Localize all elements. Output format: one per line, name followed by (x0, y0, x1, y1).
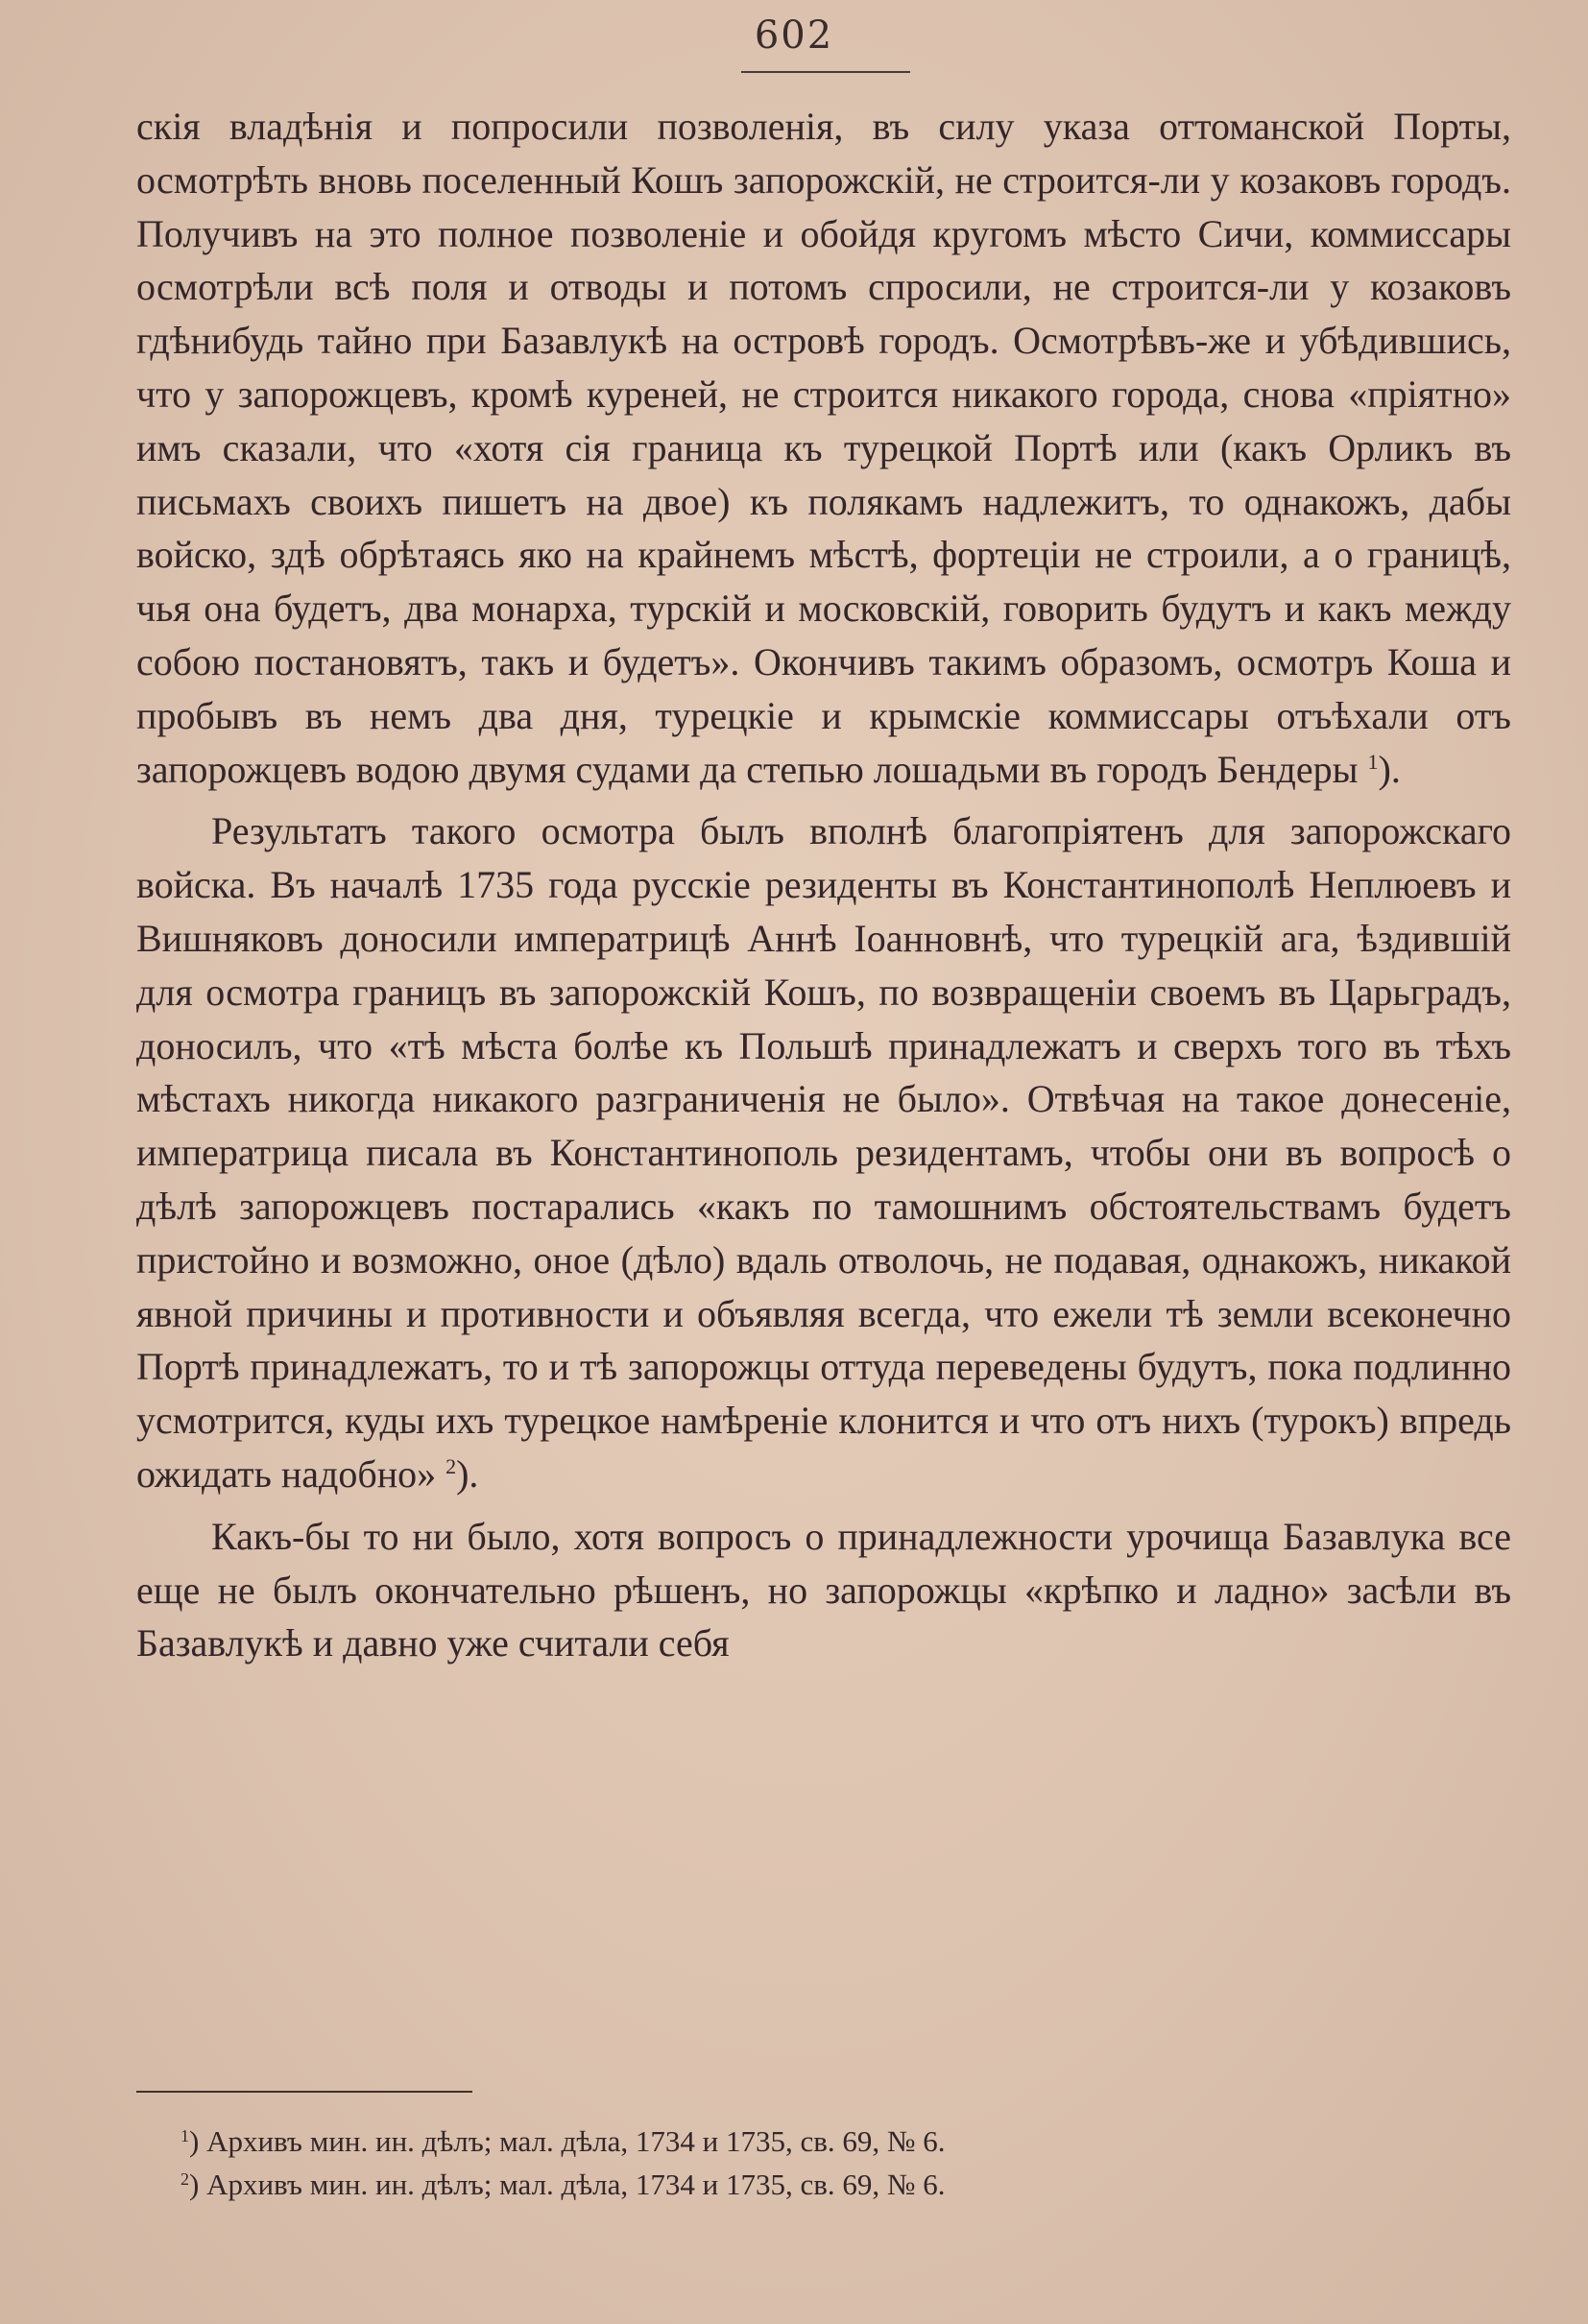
footnote-1-marker: 1 (180, 2126, 189, 2145)
paragraph-3-text: Какъ-бы то ни было, хотя вопросъ о принадлежности урочища Базавлука все еще не былъ окончательно рѣшенъ, но запорожцы «крѣпко и ладно» засѣли въ Базавлукѣ и давно уже считали себя (136, 1514, 1511, 1665)
page-number: 602 (754, 13, 834, 58)
footnote-ref-1: 1 (1367, 749, 1379, 774)
paragraph-2-text: Результатъ такого осмотра былъ вполнѣ благопріятенъ для запорожскаго войска. Въ началѣ 1735 года русскіе резиденты въ Константинополѣ Неплюевъ и Вишняковъ доносили императрицѣ Аннѣ Іоанновнѣ, что турецкій ага, ѣздившій для осмотра границъ въ запорожскій Кошъ, по возвращеніи своемъ въ Царьградъ, доносилъ, что «тѣ мѣста болѣе къ Польшѣ принадлежатъ и сверхъ того въ тѣхъ мѣстахъ никогда никакого разграниченія не было». Отвѣчая на такое донесеніе, императрица писала въ Константинополь резидентамъ, чтобы они въ вопросѣ о дѣлѣ запорожцевъ постарались «какъ по тамошнимъ обстоятельствамъ будетъ пристойно и возможно, оное (дѣло) вдаль отволочь, не подавая, однакожъ, никакой явной причины и противности и объявляя всегда, что ежели тѣ земли всеконечно Портѣ принадлежатъ, то и тѣ запорожцы оттуда переведены будутъ, пока подлинно усмотрится, куды ихъ турецкое намѣреніе клонится и что отъ нихъ (турокъ) впредь ожидать надобно» (136, 809, 1511, 1496)
paragraph-2-tail: ). (456, 1451, 479, 1496)
paragraph-2 (136, 804, 1511, 1500)
footnote-1 (180, 2120, 1429, 2163)
page-number-rule (741, 71, 910, 73)
paragraph-1-text: скія владѣнія и попросили позволенія, въ силу указа оттоманской Порты, осмотрѣть вновь поселенный Кошъ запорожскій, не строится-ли у козаковъ городъ. Получивъ на это полное позволеніе и обойдя кругомъ мѣсто Сичи, коммиссары осмотрѣли всѣ поля и отводы и потомъ спросили, не строится-ли у козаковъ гдѣнибудь тайно при Базавлукѣ на островѣ городъ. Осмотрѣвъ-же и убѣдившись, что у запорожцевъ, кромѣ куреней, не строится никакого города, снова «пріятно» имъ сказали, что «хотя сія граница къ турецкой Портѣ или (какъ Орликъ въ письмахъ своихъ пишетъ на двое) къ полякамъ надлежитъ, то однакожъ, дабы войско, здѣ обрѣтаясь яко на крайнемъ мѣстѣ, фортеціи не строили, а о границѣ, чья она будетъ, два монарха, турскій и московскій, говорить будутъ и какъ между собою постановятъ, такъ и будетъ». Окончивъ такимъ образомъ, осмотръ Коша и пробывъ въ немъ два дня, турецкіе и крымскіе коммиссары отъѣхали отъ запорожцевъ водою двумя судами да степью лошадьми въ городъ Бендеры (136, 105, 1511, 791)
footnote-ref-2: 2 (445, 1453, 457, 1478)
paragraph-1 (136, 100, 1511, 796)
footnote-2-text: ) Архивъ мин. ин. дѣлъ; мал. дѣла, 1734 и 1735, св. 69, № 6. (189, 2168, 946, 2201)
footnote-separator (136, 2091, 472, 2093)
footnotes (180, 2120, 1429, 2206)
footnote-2-marker: 2 (180, 2169, 189, 2189)
paragraph-3 (136, 1510, 1511, 1670)
footnote-2 (180, 2163, 1429, 2206)
footnote-1-text: ) Архивъ мин. ин. дѣлъ; мал. дѣла, 1734 и 1735, св. 69, № 6. (189, 2124, 946, 2158)
paragraph-1-tail: ). (1378, 747, 1401, 791)
body-text (136, 100, 1511, 1670)
